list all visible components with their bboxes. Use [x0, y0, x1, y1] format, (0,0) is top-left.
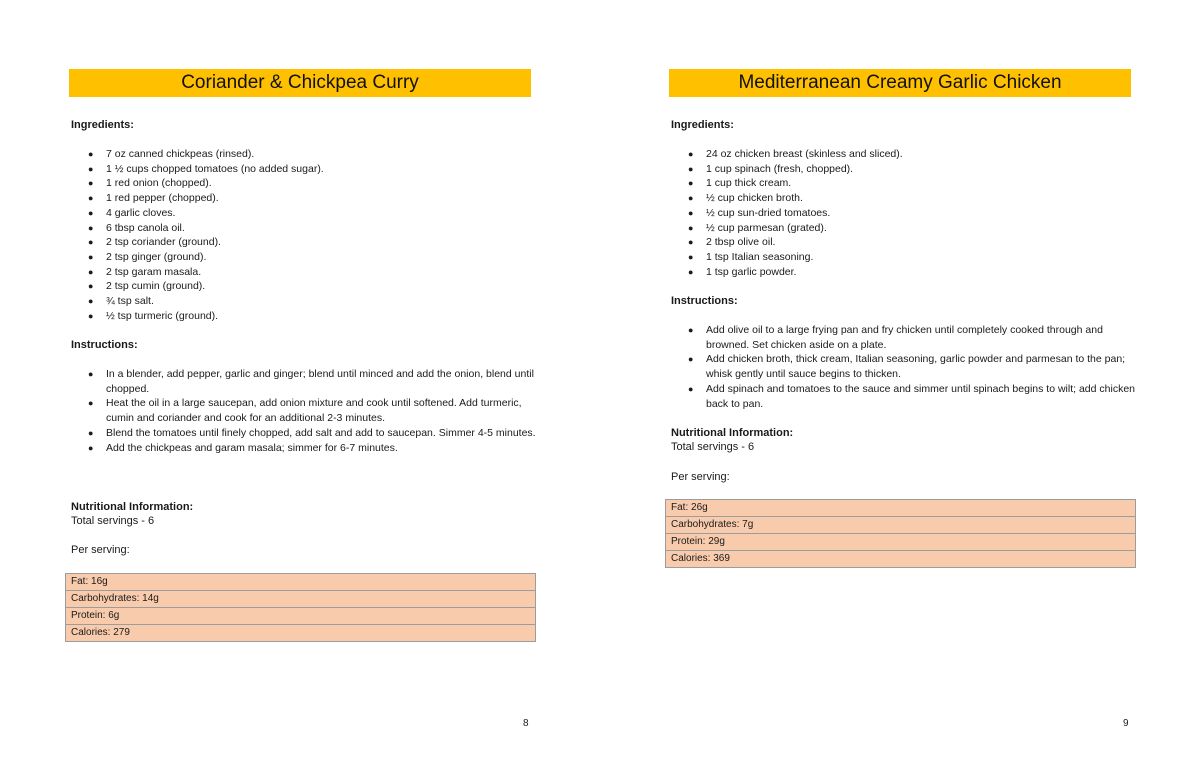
table-row — [66, 625, 536, 642]
nutrition-cell: Carbohydrates: 14g — [66, 591, 536, 608]
table-row — [666, 551, 1136, 568]
bullet-icon: ● — [688, 193, 694, 204]
bullet-icon: ● — [688, 178, 694, 189]
list-item: ● ½ tsp turmeric (ground). — [88, 309, 219, 322]
page-number: 8 — [523, 718, 529, 729]
bullet-icon: ● — [88, 369, 94, 379]
list-item: ● Add chicken broth, thick cream, Italian seasoning, garlic powder and parmesan to the pan; whisk gently until sauce begins to thicken. — [688, 353, 1126, 381]
instructions-list — [0, 367, 536, 455]
bullet-icon: ● — [88, 398, 94, 409]
recipe-page-right — [600, 0, 1200, 776]
instructions-heading: Instructions: — [71, 339, 138, 351]
list-item: ● ½ cup chicken broth. — [688, 192, 803, 205]
table-row — [66, 591, 536, 608]
bullet-icon: ● — [88, 178, 94, 189]
bullet-icon: ● — [88, 427, 94, 438]
list-item: ● 2 tbsp olive oil. — [688, 236, 776, 249]
bullet-icon: ● — [88, 442, 94, 453]
total-servings: Total servings - 6 — [71, 515, 155, 527]
list-item: ● 2 tsp coriander (ground). — [88, 236, 221, 249]
list-item: ● ¾ tsp salt. — [88, 295, 154, 308]
list-item: ● 7 oz canned chickpeas (rinsed). — [88, 148, 255, 160]
page-number: 9 — [1123, 718, 1129, 729]
bullet-icon: ● — [88, 149, 94, 159]
bullet-icon: ● — [688, 149, 694, 159]
bullet-icon: ● — [88, 222, 94, 233]
list-item: ● 2 tsp cumin (ground). — [88, 280, 206, 293]
bullet-icon: ● — [88, 266, 94, 277]
recipe-title: Coriander & Chickpea Curry — [69, 69, 531, 97]
bullet-icon: ● — [688, 222, 694, 233]
nutrition-heading: Nutritional Information: — [71, 501, 194, 513]
nutrition-cell: Calories: 369 — [666, 551, 1136, 568]
list-item: ● In a blender, add pepper, garlic and ginger; blend until minced and add the onion, blend until chopped. — [88, 368, 534, 395]
bullet-icon: ● — [688, 251, 694, 262]
table-row — [666, 534, 1136, 551]
total-servings: Total servings - 6 — [671, 441, 755, 453]
nutrition-table — [665, 499, 1136, 568]
bullet-icon: ● — [88, 193, 94, 204]
list-item: ● 2 tsp ginger (ground). — [88, 250, 207, 263]
ingredients-heading: Ingredients: — [71, 119, 134, 131]
nutrition-heading: Nutritional Information: — [671, 427, 794, 439]
per-serving-label: Per serving: — [71, 544, 130, 556]
table-row — [666, 500, 1136, 517]
bullet-icon: ● — [688, 383, 694, 394]
bullet-icon: ● — [688, 207, 694, 218]
list-item: ● Add spinach and tomatoes to the sauce and simmer until spinach begins to wilt; add chicken back to pan. — [688, 382, 1135, 410]
list-item: ● 1 tsp garlic powder. — [688, 265, 797, 278]
bullet-icon: ● — [88, 296, 94, 307]
list-item: ● 6 tbsp canola oil. — [88, 221, 185, 234]
list-item: ● 1 cup thick cream. — [688, 177, 792, 190]
table-row — [666, 517, 1136, 534]
bullet-icon: ● — [88, 281, 94, 292]
table-row — [66, 574, 536, 591]
nutrition-table — [65, 573, 536, 642]
nutrition-cell: Calories: 279 — [66, 625, 536, 642]
ingredients-heading: Ingredients: — [671, 119, 734, 131]
table-row — [66, 608, 536, 625]
list-item: ● 1 red onion (chopped). — [88, 177, 212, 190]
list-item: ● 1 cup spinach (fresh, chopped). — [688, 162, 854, 175]
nutrition-cell: Protein: 6g — [66, 608, 536, 625]
bullet-icon: ● — [688, 325, 694, 335]
list-item: ● Blend the tomatoes until finely chopped, add salt and add to saucepan. Simmer 4-5 minutes. — [88, 426, 536, 439]
list-item: ● 2 tsp garam masala. — [88, 265, 202, 278]
recipe-title: Mediterranean Creamy Garlic Chicken — [669, 69, 1131, 97]
list-item: ● Add olive oil to a large frying pan and fry chicken until completely cooked through and browned. Set chicken aside on a plate. — [688, 324, 1103, 351]
nutrition-cell: Carbohydrates: 7g — [666, 517, 1136, 534]
list-item: ● Add the chickpeas and garam masala; simmer for 6-7 minutes. — [88, 441, 398, 454]
bullet-icon: ● — [88, 251, 94, 262]
per-serving-label: Per serving: — [671, 471, 730, 483]
list-item: ● Heat the oil in a large saucepan, add onion mixture and cook until softened. Add turmeric, cumin and coriander and cook for an additional 2-3 minutes. — [88, 397, 522, 425]
instructions-heading: Instructions: — [671, 295, 738, 307]
ingredients-list — [600, 147, 1036, 279]
list-item: ● 1 red pepper (chopped). — [88, 192, 219, 205]
nutrition-cell: Protein: 29g — [666, 534, 1136, 551]
bullet-icon: ● — [88, 163, 94, 174]
bullet-icon: ● — [88, 207, 94, 218]
list-item: ● 1 ½ cups chopped tomatoes (no added sugar). — [88, 162, 324, 175]
list-item: ● 4 garlic cloves. — [88, 206, 176, 219]
nutrition-cell: Fat: 26g — [666, 500, 1136, 517]
nutrition-cell: Fat: 16g — [66, 574, 536, 591]
bullet-icon: ● — [88, 310, 94, 321]
list-item: ● 1 tsp Italian seasoning. — [688, 250, 814, 263]
bullet-icon: ● — [688, 163, 694, 174]
instructions-list — [600, 323, 1136, 411]
ingredients-list — [0, 147, 436, 323]
bullet-icon: ● — [688, 266, 694, 277]
list-item: ● 24 oz chicken breast (skinless and sliced). — [688, 148, 903, 160]
list-item: ● ½ cup parmesan (grated). — [688, 221, 827, 234]
bullet-icon: ● — [688, 237, 694, 248]
bullet-icon: ● — [88, 237, 94, 248]
bullet-icon: ● — [688, 354, 694, 365]
list-item: ● ½ cup sun-dried tomatoes. — [688, 206, 831, 219]
